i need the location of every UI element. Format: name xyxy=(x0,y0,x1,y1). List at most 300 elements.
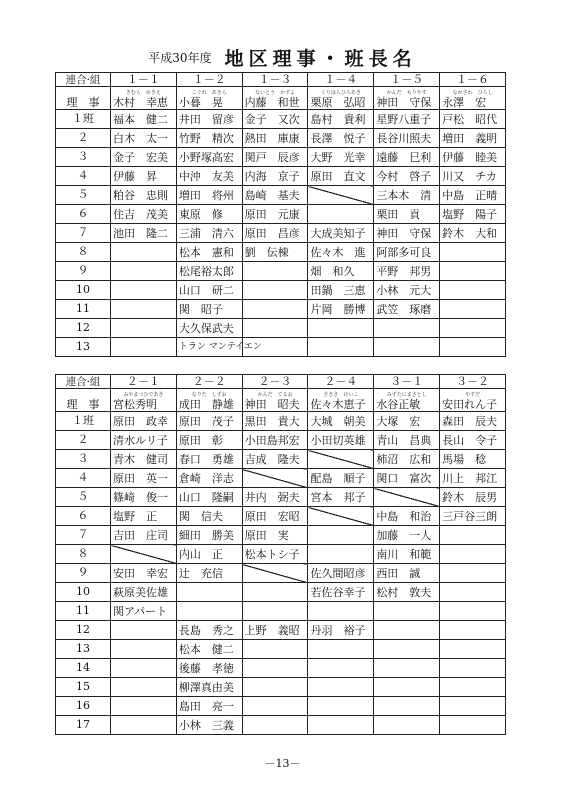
member-cell xyxy=(374,716,440,735)
column-header: １－６ xyxy=(440,73,506,87)
member-name: 伊藤 昇 xyxy=(113,169,157,183)
leader-name: 佐々木恵子 xyxy=(310,398,366,411)
table-row xyxy=(56,602,506,621)
member-name: 大成美知子 xyxy=(310,226,366,240)
leader-ruby: ないとう かずよ xyxy=(255,90,296,96)
member-name: 関アパート xyxy=(113,604,168,618)
member-cell xyxy=(176,526,242,545)
member-cell xyxy=(308,148,374,167)
table-row xyxy=(56,110,506,129)
member-cell xyxy=(176,450,242,469)
member-name: 井田 留彦 xyxy=(178,112,234,126)
member-cell xyxy=(111,469,177,488)
member-cell xyxy=(308,300,374,319)
member-cell xyxy=(308,129,374,148)
member-name: 春口 勇雄 xyxy=(178,452,234,466)
leader-cell xyxy=(242,389,308,412)
member-cell xyxy=(176,488,242,507)
member-cell xyxy=(242,300,308,319)
member-name: 小林 三義 xyxy=(178,718,234,732)
member-cell xyxy=(440,640,506,659)
member-name: 松本 健二 xyxy=(178,642,234,656)
row-label: 13 xyxy=(56,338,111,357)
member-cell xyxy=(308,602,374,621)
member-name: 鈴木 辰男 xyxy=(442,490,498,504)
member-name: 熱田 庫康 xyxy=(244,131,300,145)
member-cell xyxy=(308,488,374,507)
member-cell xyxy=(242,167,308,186)
member-cell xyxy=(111,564,177,583)
member-cell xyxy=(242,450,308,469)
leader-row xyxy=(56,389,506,412)
member-cell xyxy=(440,281,506,300)
member-name: 内海 京子 xyxy=(244,169,300,183)
leader-cell xyxy=(242,87,308,110)
table-row xyxy=(56,621,506,640)
leader-cell xyxy=(308,389,374,412)
member-cell xyxy=(440,186,506,205)
leader-cell xyxy=(111,87,177,110)
member-cell xyxy=(176,507,242,526)
table-row xyxy=(56,167,506,186)
member-cell xyxy=(308,319,374,338)
member-cell xyxy=(176,545,242,564)
member-name: 星野八重子 xyxy=(376,112,432,126)
member-cell xyxy=(111,659,177,678)
member-cell xyxy=(374,583,440,602)
member-cell xyxy=(440,205,506,224)
roster-table-1 xyxy=(55,72,506,357)
leader-cell xyxy=(176,389,242,412)
title-prefix: 平成30年度 xyxy=(148,51,212,65)
member-cell xyxy=(374,640,440,659)
member-name: 池田 隆二 xyxy=(113,226,168,240)
column-header: １－１ xyxy=(111,73,177,87)
leader-ruby: みやまつひであき xyxy=(123,392,164,398)
member-cell xyxy=(176,262,242,281)
leader-name: 安田れん子 xyxy=(442,398,498,411)
member-name: 増田 将州 xyxy=(178,188,234,202)
member-cell xyxy=(111,281,177,300)
row-label: 17 xyxy=(56,716,111,735)
member-name: 大野 光幸 xyxy=(310,150,366,164)
table-row xyxy=(56,678,506,697)
row-label: ７ xyxy=(56,224,111,243)
member-cell xyxy=(176,110,242,129)
member-cell xyxy=(242,621,308,640)
member-cell xyxy=(374,262,440,281)
member-cell xyxy=(111,262,177,281)
header-row xyxy=(56,73,506,87)
row-label: ６ xyxy=(56,205,111,224)
row-label: ９ xyxy=(56,262,111,281)
member-name: 関口 富次 xyxy=(376,471,432,485)
member-name: 柿沼 広和 xyxy=(376,452,432,466)
member-cell xyxy=(440,469,506,488)
member-cell xyxy=(111,129,177,148)
member-name: 山口 研二 xyxy=(178,283,234,297)
member-cell xyxy=(308,469,374,488)
member-cell xyxy=(374,338,440,357)
member-cell xyxy=(242,697,308,716)
member-cell xyxy=(440,450,506,469)
member-cell xyxy=(308,583,374,602)
table-row xyxy=(56,716,506,735)
member-cell xyxy=(111,583,177,602)
member-name: 竹野 精次 xyxy=(178,131,234,145)
member-cell xyxy=(374,697,440,716)
member-cell xyxy=(374,621,440,640)
leader-label: 理 事 xyxy=(56,87,111,110)
leader-name: 神田 昭夫 xyxy=(244,398,300,411)
empty-slash-cell xyxy=(308,507,374,526)
member-cell xyxy=(440,243,506,262)
table-row xyxy=(56,129,506,148)
leader-ruby: みずたにまさとし xyxy=(386,392,427,398)
member-cell xyxy=(111,110,177,129)
member-cell xyxy=(111,186,177,205)
member-cell xyxy=(242,224,308,243)
member-cell xyxy=(440,167,506,186)
member-cell xyxy=(176,602,242,621)
member-name: 原田 元康 xyxy=(244,207,300,221)
row-label: ２ xyxy=(56,431,111,450)
member-cell xyxy=(111,621,177,640)
member-cell xyxy=(374,678,440,697)
member-cell xyxy=(374,431,440,450)
member-cell xyxy=(308,697,374,716)
member-cell xyxy=(242,678,308,697)
member-cell xyxy=(176,412,242,431)
member-cell xyxy=(176,186,242,205)
member-cell xyxy=(242,262,308,281)
member-cell xyxy=(176,697,242,716)
member-cell xyxy=(242,148,308,167)
table-row xyxy=(56,243,506,262)
member-name: 黒田 貴大 xyxy=(244,414,300,428)
member-cell xyxy=(176,148,242,167)
member-name: 吉田 庄司 xyxy=(113,528,168,542)
member-cell xyxy=(440,431,506,450)
member-name: 島村 貴利 xyxy=(310,112,366,126)
leader-name: 内藤 和世 xyxy=(244,96,300,109)
row-label: ５ xyxy=(56,186,111,205)
member-cell xyxy=(440,338,506,357)
leader-name: 小暮 晃 xyxy=(178,96,223,109)
member-cell xyxy=(308,526,374,545)
leader-name: 成田 静雄 xyxy=(178,398,234,411)
column-header: １－５ xyxy=(374,73,440,87)
member-name: 川上 邦江 xyxy=(442,471,498,485)
member-name: 細田 勝美 xyxy=(178,528,234,542)
row-label: ４ xyxy=(56,469,111,488)
row-label: ３ xyxy=(56,450,111,469)
row-label: ５ xyxy=(56,488,111,507)
column-header: １－３ xyxy=(242,73,308,87)
member-cell xyxy=(374,281,440,300)
member-cell xyxy=(374,205,440,224)
page-number: －13－ xyxy=(264,757,301,770)
member-name: 今村 啓子 xyxy=(376,169,432,183)
member-name: 篠崎 俊一 xyxy=(113,490,168,504)
column-header: ２－３ xyxy=(242,375,308,389)
column-header: １－４ xyxy=(308,73,374,87)
member-name: 福本 健二 xyxy=(113,112,168,126)
header-row xyxy=(56,375,506,389)
member-name: 吉成 隆夫 xyxy=(244,452,300,466)
table-row xyxy=(56,224,506,243)
table-row xyxy=(56,640,506,659)
member-cell xyxy=(440,716,506,735)
member-cell xyxy=(242,281,308,300)
member-cell xyxy=(242,716,308,735)
member-name: 長澤 悦子 xyxy=(310,131,366,145)
member-cell xyxy=(242,545,308,564)
table-row xyxy=(56,488,506,507)
table-row xyxy=(56,431,506,450)
member-cell xyxy=(176,621,242,640)
member-name: 中沖 友美 xyxy=(178,169,234,183)
member-name: 大塚 宏 xyxy=(376,414,421,428)
member-cell xyxy=(242,129,308,148)
member-cell xyxy=(308,431,374,450)
header-label: 連合·組 xyxy=(56,73,111,87)
member-name: 増田 義明 xyxy=(442,131,498,145)
member-name: 金子 又次 xyxy=(244,112,300,126)
member-name: 山口 隆嗣 xyxy=(178,490,234,504)
member-name: 松村 敦夫 xyxy=(376,585,432,599)
member-cell xyxy=(374,167,440,186)
member-name: 住吉 茂美 xyxy=(113,207,168,221)
table-row xyxy=(56,450,506,469)
member-name: 伊藤 睦美 xyxy=(442,150,498,164)
member-cell xyxy=(374,469,440,488)
member-cell xyxy=(176,129,242,148)
member-cell xyxy=(374,300,440,319)
member-cell xyxy=(440,602,506,621)
table-row xyxy=(56,507,506,526)
member-name: 加藤 一人 xyxy=(376,528,432,542)
member-cell xyxy=(176,564,242,583)
leader-ruby: ながさわ ひろし xyxy=(452,90,493,96)
member-name: 原田 昌彦 xyxy=(244,226,300,240)
member-name: トラン マンテイエン xyxy=(178,342,262,352)
member-name: 青木 健司 xyxy=(113,452,168,466)
member-cell xyxy=(308,110,374,129)
member-cell xyxy=(374,243,440,262)
member-cell xyxy=(242,507,308,526)
member-name: 上野 義昭 xyxy=(244,623,300,637)
member-cell xyxy=(176,243,242,262)
leader-ruby: くりはらひろあき xyxy=(320,90,361,96)
member-name: 劉 伝棟 xyxy=(244,245,289,259)
leader-name: 栗原 弘昭 xyxy=(310,96,366,109)
leader-name: 永澤 宏 xyxy=(442,96,487,109)
member-name: 大城 朝美 xyxy=(310,414,366,428)
member-name: 松尾裕太郎 xyxy=(178,264,234,278)
member-cell xyxy=(440,224,506,243)
leader-label: 理 事 xyxy=(56,389,111,412)
member-cell xyxy=(176,338,262,357)
member-name: 小田切英雄 xyxy=(310,433,366,447)
member-name: 片岡 勝博 xyxy=(310,302,366,316)
member-cell xyxy=(176,716,242,735)
empty-slash-cell xyxy=(374,488,440,507)
row-label: ４ xyxy=(56,167,111,186)
member-name: 中島 正晴 xyxy=(442,188,498,202)
member-cell xyxy=(242,488,308,507)
row-label: ３ xyxy=(56,148,111,167)
row-label: １班 xyxy=(56,110,111,129)
member-name: 安田 幸宏 xyxy=(113,566,168,580)
member-name: 若佐谷幸子 xyxy=(310,585,366,599)
member-cell xyxy=(242,640,308,659)
member-cell xyxy=(242,659,308,678)
table-row xyxy=(56,564,506,583)
member-name: 井内 弼夫 xyxy=(244,490,300,504)
member-name: 小野塚高宏 xyxy=(178,150,234,164)
member-cell xyxy=(242,526,308,545)
member-cell xyxy=(440,621,506,640)
member-name: 塩野 正 xyxy=(113,509,157,523)
member-name: 阿部多可良 xyxy=(376,245,432,259)
member-cell xyxy=(111,167,177,186)
table-row xyxy=(56,281,506,300)
member-cell xyxy=(374,450,440,469)
member-name: 佐久間昭彦 xyxy=(310,566,366,580)
member-cell xyxy=(242,243,308,262)
member-name: 東原 修 xyxy=(178,207,223,221)
member-cell xyxy=(374,412,440,431)
table-row xyxy=(56,697,506,716)
member-cell xyxy=(111,678,177,697)
member-cell xyxy=(440,412,506,431)
leader-ruby: かんだ もりやす xyxy=(386,90,427,96)
member-name: 佐々木 進 xyxy=(310,245,366,259)
member-cell xyxy=(242,431,308,450)
member-cell xyxy=(440,300,506,319)
leader-cell xyxy=(440,87,506,110)
leader-cell xyxy=(111,389,177,412)
member-cell xyxy=(374,545,440,564)
table-row xyxy=(56,526,506,545)
member-name: 倉崎 洋志 xyxy=(178,471,234,485)
row-label: 15 xyxy=(56,678,111,697)
member-cell xyxy=(111,640,177,659)
row-label: ７ xyxy=(56,526,111,545)
member-cell xyxy=(242,319,308,338)
member-name: 粕谷 忠則 xyxy=(113,188,168,202)
leader-ruby: さきさ けいこ xyxy=(323,392,359,398)
member-cell xyxy=(440,507,506,526)
member-cell xyxy=(440,545,506,564)
member-cell xyxy=(176,224,242,243)
member-cell xyxy=(308,281,374,300)
member-name: 原田 直文 xyxy=(310,169,366,183)
member-cell xyxy=(440,488,506,507)
member-cell xyxy=(440,110,506,129)
member-name: 三戸谷三朗 xyxy=(442,509,498,523)
row-label: 14 xyxy=(56,659,111,678)
member-cell xyxy=(111,338,177,357)
member-name: 大久保武夫 xyxy=(178,321,234,335)
member-cell xyxy=(440,583,506,602)
member-name: 塩野 陽子 xyxy=(442,207,498,221)
member-name: 金子 宏美 xyxy=(113,150,168,164)
empty-slash-cell xyxy=(308,186,374,205)
member-name: 原田 宏昭 xyxy=(244,509,300,523)
member-cell xyxy=(111,300,177,319)
member-name: 森田 辰夫 xyxy=(442,414,498,428)
member-name: 原田 茂子 xyxy=(178,414,234,428)
row-label: ６ xyxy=(56,507,111,526)
member-cell xyxy=(440,148,506,167)
member-cell xyxy=(374,507,440,526)
member-name: 鈴木 大和 xyxy=(442,226,498,240)
leader-name: 木村 幸恵 xyxy=(113,96,168,109)
table-row xyxy=(56,659,506,678)
member-name: 栗田 貢 xyxy=(376,207,421,221)
leader-ruby: かんだ てるお xyxy=(257,392,293,398)
member-name: 島崎 基夫 xyxy=(244,188,300,202)
member-cell xyxy=(374,659,440,678)
column-header: ２－２ xyxy=(176,375,242,389)
member-name: 宮本 邦子 xyxy=(310,490,366,504)
member-cell xyxy=(308,243,374,262)
row-label: ８ xyxy=(56,545,111,564)
leader-row xyxy=(56,87,506,110)
row-label: 12 xyxy=(56,621,111,640)
row-label: 13 xyxy=(56,640,111,659)
member-cell xyxy=(374,602,440,621)
member-cell xyxy=(440,659,506,678)
member-cell xyxy=(176,167,242,186)
member-cell xyxy=(176,281,242,300)
member-cell xyxy=(242,110,308,129)
title-main: 地区理事・班長名 xyxy=(224,48,417,70)
member-cell xyxy=(374,526,440,545)
empty-slash-cell xyxy=(111,545,177,564)
member-cell xyxy=(176,640,242,659)
member-name: 平野 邦男 xyxy=(376,264,432,278)
member-cell xyxy=(308,262,374,281)
table-row xyxy=(56,205,506,224)
member-cell xyxy=(111,205,177,224)
member-cell xyxy=(111,488,177,507)
row-label: 16 xyxy=(56,697,111,716)
table-row xyxy=(56,412,506,431)
member-cell xyxy=(176,431,242,450)
column-header: ３－２ xyxy=(440,375,506,389)
member-name: 原田 英一 xyxy=(113,471,168,485)
member-name: 武笠 琢磨 xyxy=(376,302,432,316)
member-cell xyxy=(176,319,242,338)
table-row xyxy=(56,319,506,338)
member-name: 清水ルリ子 xyxy=(113,433,168,447)
member-name: 柳澤真由美 xyxy=(178,680,234,694)
member-cell xyxy=(440,678,506,697)
member-cell xyxy=(111,602,177,621)
empty-slash-cell xyxy=(242,469,308,488)
member-name: 畑 和久 xyxy=(310,264,355,278)
member-cell xyxy=(176,469,242,488)
member-name: 配島 順子 xyxy=(310,471,366,485)
member-name: 戸松 昭代 xyxy=(442,112,498,126)
leader-cell xyxy=(176,87,242,110)
member-name: 関 昭子 xyxy=(178,302,223,316)
leader-cell xyxy=(374,87,440,110)
member-name: 原田 実 xyxy=(244,528,289,542)
